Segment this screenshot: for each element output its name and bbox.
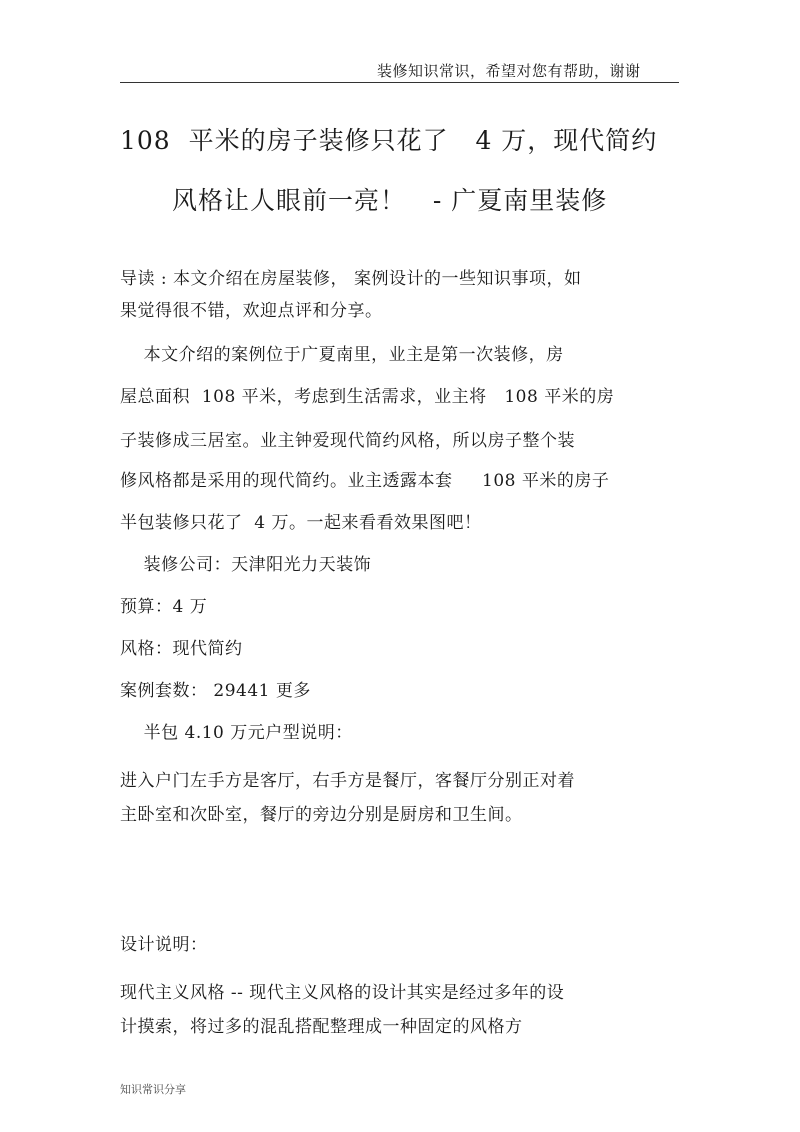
- header-note: 装修知识常识，希望对您有帮助，谢谢: [377, 62, 641, 80]
- cases-line: 案例套数： 29441 更多: [120, 681, 311, 701]
- paragraph-1-line-4: 修风格都是采用的现代简约。业主透露本套 108 平米的房子: [120, 471, 610, 491]
- paragraph-1-line-5: 半包装修只花了 4 万。一起来看看效果图吧！: [120, 513, 482, 533]
- footer-note: 知识常识分享: [120, 1083, 186, 1096]
- style-line: 风格：现代简约: [120, 639, 243, 659]
- layout-line-2: 主卧室和次卧室，餐厅的旁边分别是厨房和卫生间。: [120, 805, 523, 825]
- budget-line: 预算：4 万: [120, 597, 208, 617]
- layout-title: 半包 4.10 万元户型说明：: [120, 723, 353, 743]
- paragraph-1-line-3: 子装修成三居室。业主钟爱现代简约风格，所以房子整个装: [120, 431, 575, 451]
- layout-line-1: 进入户门左手方是客厅，右手方是餐厅，客餐厅分别正对着: [120, 771, 575, 791]
- intro-line-2: 果觉得很不错，欢迎点评和分享。: [120, 301, 383, 321]
- paragraph-1-line-2: 屋总面积 108 平米，考虑到生活需求，业主将 108 平米的房: [120, 387, 615, 407]
- company-line: 装修公司：天津阳光力天装饰: [120, 555, 372, 575]
- document-title-line-1: 108 平米的房子装修只花了 4 万，现代简约: [120, 126, 658, 155]
- document-title-line-2: 风格让人眼前一亮！ - 广夏南里装修: [172, 186, 608, 215]
- design-title: 设计说明：: [120, 935, 208, 955]
- design-line-2: 计摸索，将过多的混乱搭配整理成一种固定的风格方: [120, 1017, 523, 1037]
- paragraph-1-line-1: 本文介绍的案例位于广夏南里，业主是第一次装修，房: [120, 345, 564, 365]
- design-line-1: 现代主义风格 -- 现代主义风格的设计其实是经过多年的设: [120, 983, 565, 1003]
- header-divider: [120, 82, 679, 83]
- intro-line-1: 导读 : 本文介绍在房屋装修， 案例设计的一些知识事项，如: [120, 269, 582, 289]
